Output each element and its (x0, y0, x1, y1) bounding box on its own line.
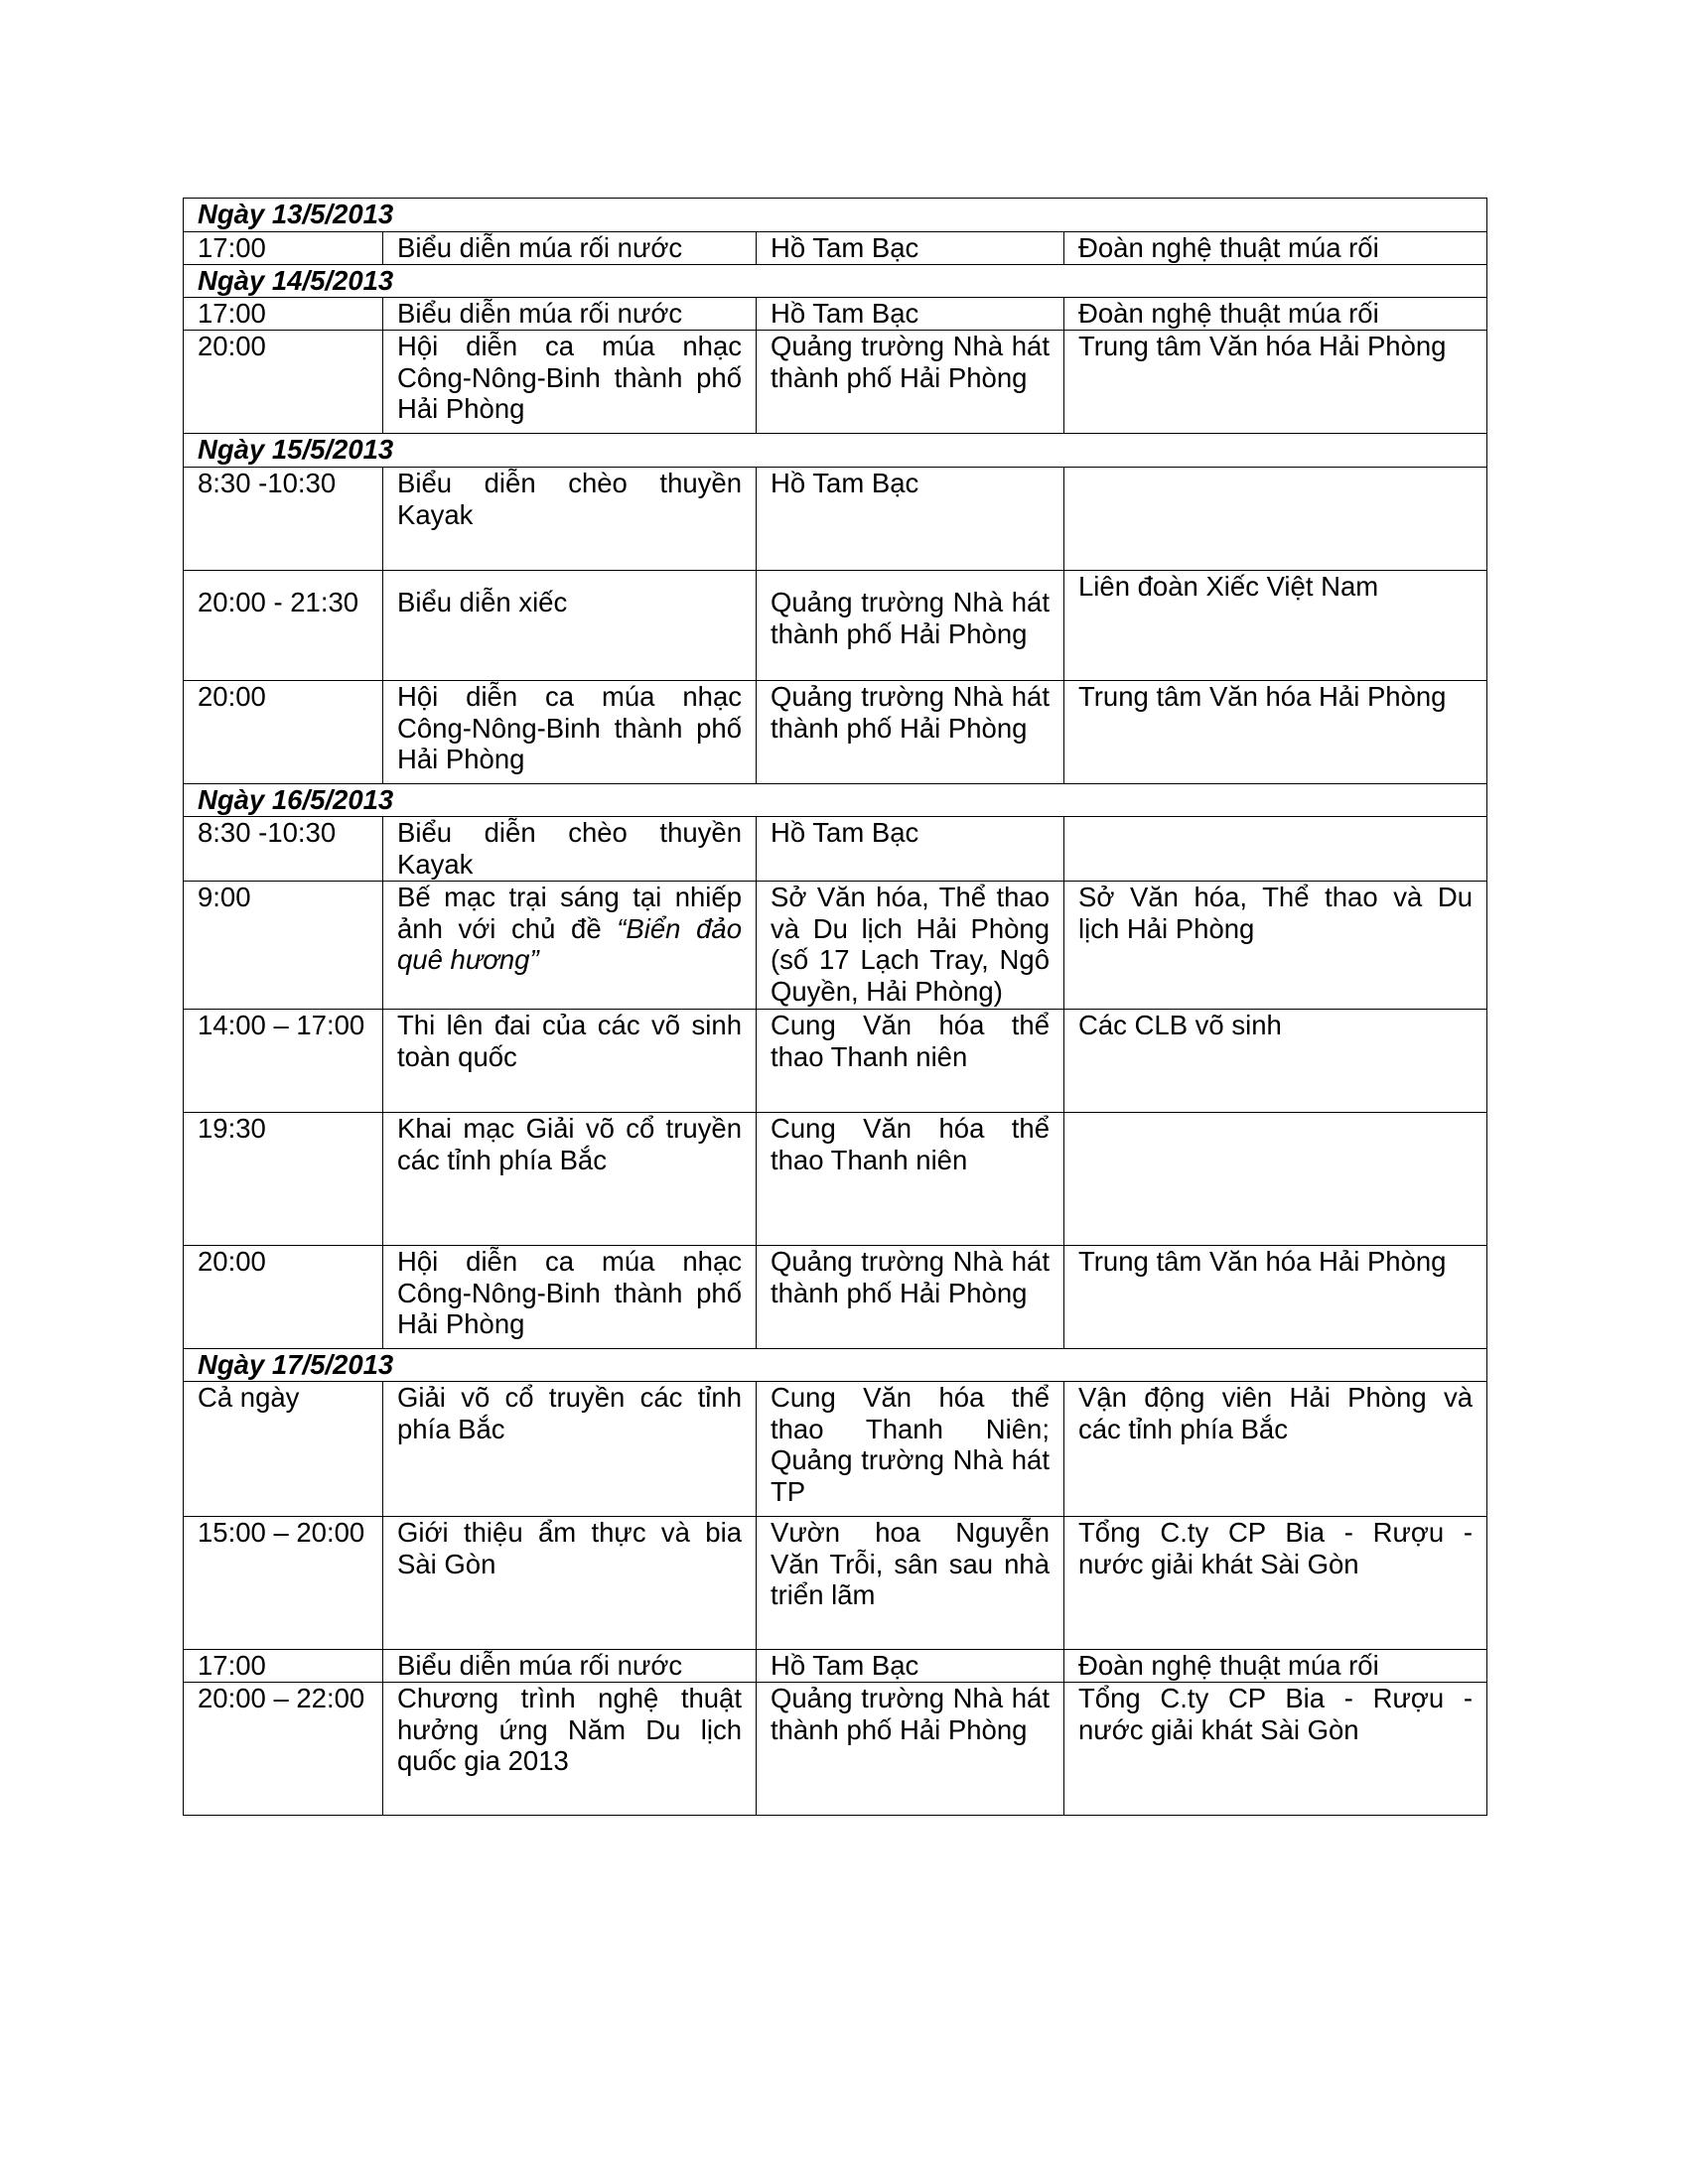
venue-cell: Cung Văn hóa thể thao Thanh niên (757, 1010, 1064, 1113)
venue-cell: Hồ Tam Bạc (757, 817, 1064, 882)
date-label: Ngày 14/5/2013 (184, 265, 1487, 298)
activity-cell: Thi lên đai của các võ sinh toàn quốc (383, 1010, 757, 1113)
table-row (184, 298, 1487, 331)
date-row (184, 784, 1487, 817)
date-row (184, 1349, 1487, 1382)
time-cell: 20:00 (184, 331, 383, 434)
organizer-cell: Trung tâm Văn hóa Hải Phòng (1064, 1246, 1487, 1349)
activity-cell: Giải võ cổ truyền các tỉnh phía Bắc (383, 1382, 757, 1517)
time-cell: 15:00 – 20:00 (184, 1517, 383, 1650)
time-cell: 14:00 – 17:00 (184, 1010, 383, 1113)
activity-cell: Biểu diễn múa rối nước (383, 1650, 757, 1683)
time-cell: 20:00 (184, 1246, 383, 1349)
venue-cell: Vườn hoa Nguyễn Văn Trỗi, sân sau nhà triển lãm (757, 1517, 1064, 1650)
organizer-cell (1064, 817, 1487, 882)
table-row (184, 331, 1487, 434)
organizer-cell: Đoàn nghệ thuật múa rối (1064, 1650, 1487, 1683)
time-cell: 17:00 (184, 1650, 383, 1683)
activity-cell: Hội diễn ca múa nhạc Công-Nông-Binh thành phố Hải Phòng (383, 681, 757, 784)
activity-cell: Biểu diễn múa rối nước (383, 298, 757, 331)
table-row (184, 882, 1487, 1010)
activity-cell: Biểu diễn xiếc (383, 571, 757, 681)
organizer-cell: Các CLB võ sinh (1064, 1010, 1487, 1113)
time-cell: 20:00 - 21:30 (184, 571, 383, 681)
activity-cell: Hội diễn ca múa nhạc Công-Nông-Binh thành phố Hải Phòng (383, 1246, 757, 1349)
venue-cell: Hồ Tam Bạc (757, 468, 1064, 571)
venue-cell: Hồ Tam Bạc (757, 1650, 1064, 1683)
table-row (184, 1382, 1487, 1517)
time-cell: 20:00 (184, 681, 383, 784)
activity-cell (383, 882, 757, 1010)
date-label: Ngày 16/5/2013 (184, 784, 1487, 817)
venue-cell: Quảng trường Nhà hát thành phố Hải Phòng (757, 331, 1064, 434)
activity-theme-text: “Biển đảo quê hương” (397, 912, 742, 975)
table-row (184, 1650, 1487, 1683)
time-cell: 19:30 (184, 1113, 383, 1246)
venue-cell: Cung Văn hóa thể thao Thanh niên (757, 1113, 1064, 1246)
activity-cell: Khai mạc Giải võ cổ truyền các tỉnh phía Bắc (383, 1113, 757, 1246)
venue-cell: Quảng trường Nhà hát thành phố Hải Phòng (757, 1683, 1064, 1816)
table-row (184, 468, 1487, 571)
table-row (184, 1517, 1487, 1650)
organizer-cell (1064, 468, 1487, 571)
activity-cell: Chương trình nghệ thuật hưởng ứng Năm Du lịch quốc gia 2013 (383, 1683, 757, 1816)
venue-cell: Quảng trường Nhà hát thành phố Hải Phòng (757, 681, 1064, 784)
table-row (184, 571, 1487, 681)
venue-cell: Quảng trường Nhà hát thành phố Hải Phòng (757, 1246, 1064, 1349)
date-row (184, 199, 1487, 232)
event-schedule-table (183, 198, 1487, 1816)
activity-text: Bế mạc trại sáng tại nhiếp ảnh với chủ đề (397, 882, 742, 944)
time-cell: 8:30 -10:30 (184, 468, 383, 571)
time-cell: Cả ngày (184, 1382, 383, 1517)
organizer-cell: Tổng C.ty CP Bia - Rượu - nước giải khát Sài Gòn (1064, 1517, 1487, 1650)
venue-cell: Sở Văn hóa, Thể thao và Du lịch Hải Phòng (số 17 Lạch Tray, Ngô Quyền, Hải Phòng) (757, 882, 1064, 1010)
organizer-cell (1064, 1113, 1487, 1246)
date-row (184, 434, 1487, 468)
table-row (184, 817, 1487, 882)
organizer-cell: Liên đoàn Xiếc Việt Nam (1064, 571, 1487, 681)
activity-cell: Biểu diễn múa rối nước (383, 232, 757, 265)
date-row (184, 265, 1487, 298)
table-row (184, 1683, 1487, 1816)
organizer-cell: Đoàn nghệ thuật múa rối (1064, 232, 1487, 265)
time-cell: 8:30 -10:30 (184, 817, 383, 882)
organizer-cell: Tổng C.ty CP Bia - Rượu - nước giải khát Sài Gòn (1064, 1683, 1487, 1816)
activity-cell: Hội diễn ca múa nhạc Công-Nông-Binh thành phố Hải Phòng (383, 331, 757, 434)
activity-cell: Biểu diễn chèo thuyền Kayak (383, 817, 757, 882)
table-row (184, 681, 1487, 784)
venue-cell: Cung Văn hóa thể thao Thanh Niên; Quảng trường Nhà hát TP (757, 1382, 1064, 1517)
venue-cell: Hồ Tam Bạc (757, 232, 1064, 265)
organizer-cell: Trung tâm Văn hóa Hải Phòng (1064, 681, 1487, 784)
table-row (184, 1113, 1487, 1246)
time-cell: 17:00 (184, 232, 383, 265)
organizer-cell: Sở Văn hóa, Thể thao và Du lịch Hải Phòng (1064, 882, 1487, 1010)
activity-cell: Biểu diễn chèo thuyền Kayak (383, 468, 757, 571)
organizer-cell: Vận động viên Hải Phòng và các tỉnh phía Bắc (1064, 1382, 1487, 1517)
time-cell: 17:00 (184, 298, 383, 331)
organizer-cell: Đoàn nghệ thuật múa rối (1064, 298, 1487, 331)
venue-cell: Hồ Tam Bạc (757, 298, 1064, 331)
date-label: Ngày 15/5/2013 (184, 434, 1487, 468)
date-label: Ngày 13/5/2013 (184, 199, 1487, 232)
time-cell: 20:00 – 22:00 (184, 1683, 383, 1816)
table-row (184, 1010, 1487, 1113)
table-row (184, 232, 1487, 265)
date-label: Ngày 17/5/2013 (184, 1349, 1487, 1382)
table-row (184, 1246, 1487, 1349)
activity-cell: Giới thiệu ẩm thực và bia Sài Gòn (383, 1517, 757, 1650)
organizer-cell: Trung tâm Văn hóa Hải Phòng (1064, 331, 1487, 434)
venue-cell: Quảng trường Nhà hát thành phố Hải Phòng (757, 571, 1064, 681)
time-cell: 9:00 (184, 882, 383, 1010)
